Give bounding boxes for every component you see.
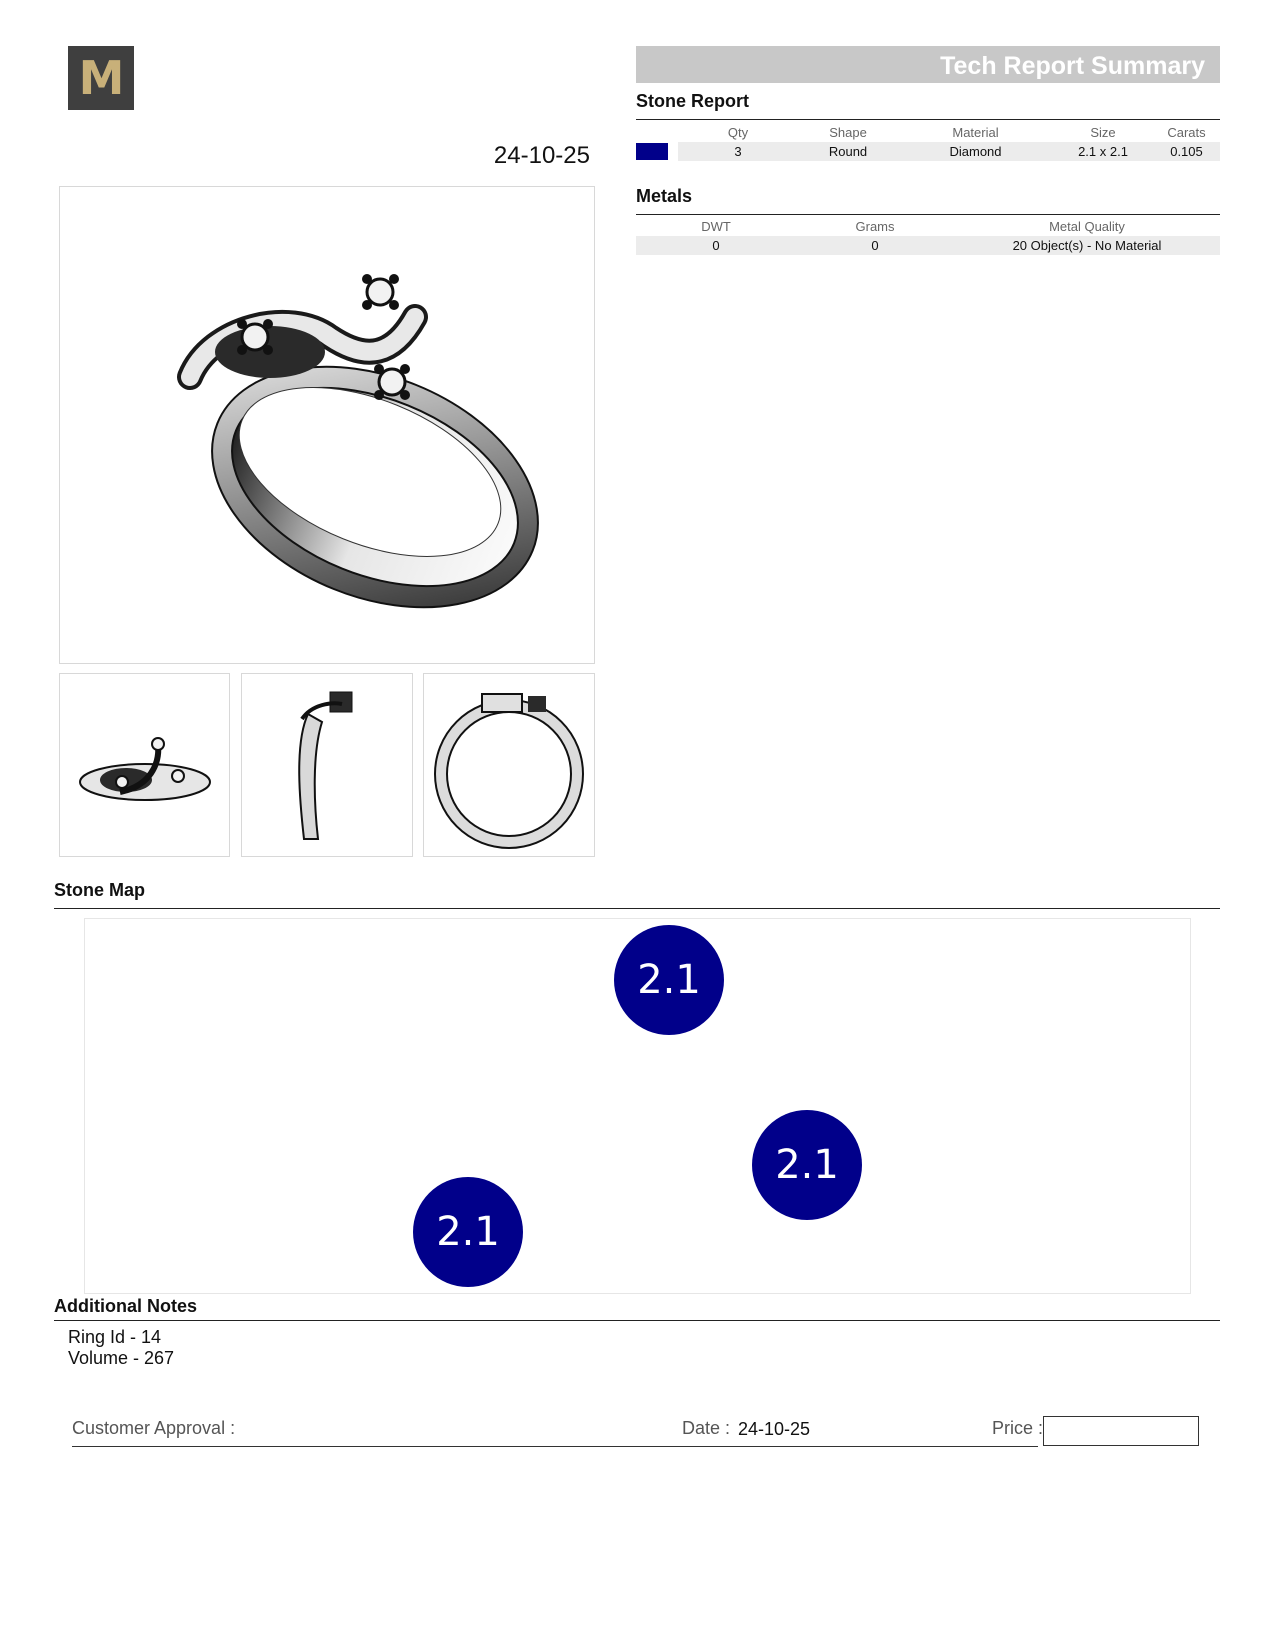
column-header: Size [1090, 124, 1116, 140]
price-label: Price : [992, 1418, 1044, 1438]
table-cell: 0 [636, 236, 796, 255]
note-line: Volume - 267 [68, 1348, 175, 1368]
ring-front-thumbnail [59, 673, 230, 857]
column-header: DWT [701, 218, 731, 234]
column-header: Carats [1167, 124, 1206, 140]
table-header-row [636, 122, 1220, 142]
table-cell: 2.1 x 2.1 [1053, 142, 1153, 161]
logo-letter: M [78, 51, 124, 105]
table-cell: 3 [678, 142, 798, 161]
approval-signature-line[interactable] [72, 1446, 1038, 1447]
company-logo [68, 46, 134, 110]
report-title-bar [636, 46, 1220, 83]
additional-notes-heading: Additional Notes [54, 1296, 197, 1316]
note-line: Ring Id - 14 [68, 1327, 162, 1347]
table-row [636, 236, 1220, 255]
stone-map [84, 918, 1191, 1294]
stone-report-heading: Stone Report [636, 91, 750, 111]
table-header-row [636, 216, 1220, 236]
table-cell: 0.105 [1153, 142, 1220, 161]
column-header: Metal Quality [1049, 218, 1125, 234]
stone-marker: 2.1 [614, 925, 724, 1035]
metals-table [636, 216, 1220, 255]
customer-approval-label: Customer Approval : [72, 1418, 236, 1438]
report-title: Tech Report Summary [940, 52, 1205, 80]
column-header: Material [952, 124, 999, 140]
stone-color-swatch-cell [636, 142, 678, 161]
price-field[interactable] [1043, 1416, 1199, 1446]
report-date: 24-10-25 [493, 142, 590, 169]
stone-marker: 2.1 [752, 1110, 862, 1220]
divider [54, 908, 1220, 909]
metals-heading: Metals [636, 186, 693, 206]
ring-front-drawing [60, 674, 229, 856]
ring-perspective-image [59, 186, 595, 664]
table-cell: 0 [796, 236, 954, 255]
ring-side-thumbnail [241, 673, 413, 857]
approval-date-value: 24-10-25 [738, 1419, 811, 1439]
stone-report-table [636, 122, 1220, 161]
column-header: Grams [855, 218, 895, 234]
stone-marker: 2.1 [413, 1177, 523, 1287]
table-row [636, 142, 1220, 161]
ring-perspective-drawing [60, 187, 594, 663]
swatch-header [636, 122, 678, 142]
column-header: Qty [727, 124, 749, 140]
table-cell: Round [798, 142, 898, 161]
divider [636, 119, 1220, 120]
approval-date-label: Date : [682, 1418, 731, 1438]
stone-map-heading: Stone Map [54, 880, 146, 900]
stone-color-swatch [636, 143, 668, 160]
divider [636, 214, 1220, 215]
column-header: Shape [829, 124, 867, 140]
table-cell: Diamond [898, 142, 1053, 161]
table-cell: 20 Object(s) - No Material [954, 236, 1220, 255]
ring-side-drawing [242, 674, 412, 856]
divider [54, 1320, 1220, 1321]
ring-top-thumbnail [423, 673, 595, 857]
ring-top-drawing [424, 674, 594, 856]
